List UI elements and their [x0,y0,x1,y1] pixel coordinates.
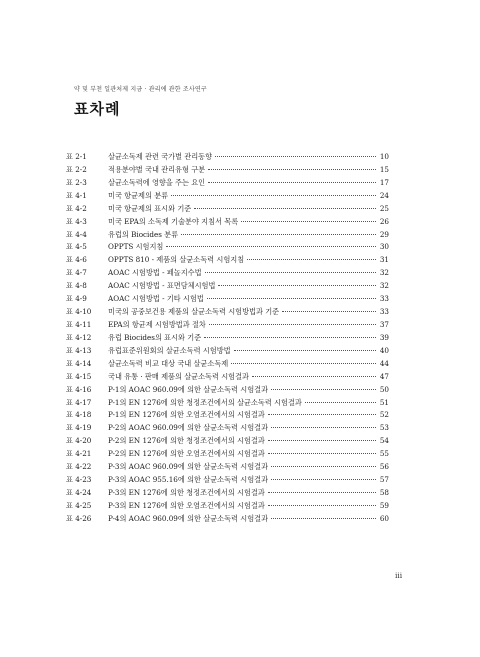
toc-entry-page: 53 [379,423,389,433]
toc-entry-title: P-2의 EN 1276에 의한 청정조건에서의 시험결과 [108,436,265,446]
dot-leader [218,285,376,286]
toc-entry-page: 32 [379,268,389,278]
toc-entry-page: 40 [379,345,389,355]
toc-entry[interactable] [66,384,389,397]
toc-entry-page: 15 [379,164,389,174]
toc-entry-title: P-3의 EN 1276에 의한 오염조건에서의 시험결과 [108,500,265,510]
dot-leader [234,350,376,351]
toc-entry-title: 미국 EPA의 소독제 기술분야 지침서 목록 [108,216,239,226]
dot-leader [271,427,376,428]
dot-leader [194,208,376,209]
dot-leader [208,182,376,183]
toc-entry-title: 유럽의 Biocides 분류 [108,229,179,239]
toc-entry-page: 44 [379,358,389,368]
toc-entry-title: 살균소독력 비교 대상 국내 살균소독제 [108,358,229,368]
toc-entry-number: 표 4-20 [66,436,92,446]
dot-leader [208,169,376,170]
toc-entry[interactable] [66,397,389,410]
toc-entry-number: 표 4-23 [66,475,92,485]
toc-entry[interactable] [66,487,389,500]
toc-entry[interactable] [66,190,389,203]
toc-entry-number: 표 4-26 [66,513,92,523]
toc-entry[interactable] [66,345,389,358]
toc-entry-title: P-3의 AOAC 960.09에 의한 살균소독력 시험결과 [108,462,269,472]
toc-entry-page: 55 [379,449,389,459]
toc-entry-page: 57 [379,475,389,485]
toc-entry-title: AOAC 시험방법 - 페놀지수법 [108,268,202,278]
toc-entry-title: P-1의 EN 1276에 의한 청정조건에서의 살균소독력 시험결과 [108,397,302,407]
dot-leader [271,389,376,390]
toc-entry-title: 살균소독제 관련 국가별 관리동향 [108,152,213,161]
page-title: 표차례 [74,100,121,118]
toc-entry-number: 표 4-1 [66,190,87,200]
running-head: 약 및 부천 일관처제 지금 · 관리에 관한 조사연구 [74,86,207,93]
toc-entry-title: P-2의 AOAC 960.09에 의한 살균소독력 시험결과 [108,423,269,433]
toc-entry-number: 표 4-9 [66,294,87,304]
dot-leader [268,453,376,454]
dot-leader [268,505,376,506]
dot-leader [305,402,376,403]
toc-entry-page: 60 [379,513,389,523]
toc-entry[interactable] [66,177,389,190]
toc-entry-number: 표 4-8 [66,281,87,291]
toc-entry-number: 표 4-7 [66,268,87,278]
toc-entry-page: 26 [379,216,389,226]
toc-entry[interactable] [66,448,389,461]
toc-entry[interactable] [66,241,389,254]
dot-leader [247,259,376,260]
toc-entry-title: 미국 항균제의 표시와 기준 [108,203,192,213]
toc-entry-page: 59 [379,500,389,510]
toc-entry-number: 표 4-13 [66,345,92,355]
dot-leader [209,324,376,325]
toc-entry-number: 표 4-3 [66,216,87,226]
toc-entry[interactable] [66,280,389,293]
toc-entry-number: 표 4-22 [66,462,92,472]
dot-leader [271,479,376,480]
toc-entry-title: 살균소독력에 영향을 주는 요인 [108,177,206,187]
toc-entry[interactable] [66,267,389,280]
toc-entry-title: AOAC 시험방법 - 기타 시험법 [108,294,204,304]
toc-entry[interactable] [66,371,389,384]
toc-entry-number: 표 4-4 [66,229,87,239]
toc-entry-page: 33 [379,294,389,304]
dot-leader [231,363,376,364]
toc-entry-page: 25 [379,203,389,213]
toc-entry-title: P-3의 EN 1276에 의한 청정조건에서의 시험결과 [108,487,265,497]
toc-entry-page: 56 [379,462,389,472]
toc-entry-page: 10 [379,152,389,161]
dot-leader [205,272,376,273]
toc-entry-number: 표 4-17 [66,397,92,407]
toc-entry-title: 적용분야별 국내 관리유형 구분 [108,164,206,174]
toc-entry-number: 표 4-19 [66,423,92,433]
toc-entry-number: 표 2-2 [66,164,87,174]
toc-entry[interactable] [66,358,389,371]
toc-entry[interactable] [66,513,389,526]
toc-entry-number: 표 4-11 [66,319,92,329]
toc-entry[interactable] [66,229,389,242]
toc-entry-number: 표 2-1 [66,152,87,161]
toc-entry-number: 표 4-6 [66,255,87,265]
toc-entry[interactable] [66,216,389,229]
toc-entry-number: 표 4-15 [66,371,92,381]
toc-entry-number: 표 4-2 [66,203,87,213]
toc-entry[interactable] [66,409,389,422]
dot-leader [268,414,376,415]
toc-entry[interactable] [66,203,389,216]
toc-entry[interactable] [66,474,389,487]
toc-entry-page: 47 [379,371,389,381]
dot-leader [252,376,376,377]
dot-leader [204,337,376,338]
dot-leader [207,298,376,299]
dot-leader [268,440,376,441]
toc-entry[interactable] [66,254,389,267]
toc-entry[interactable] [66,500,389,513]
dot-leader [241,221,376,222]
toc-entry-title: 미국 항균제의 분류 [108,190,169,200]
toc-entry-number: 표 4-5 [66,242,87,252]
toc-entry[interactable] [66,319,389,332]
toc-entry-number: 표 4-14 [66,358,92,368]
dot-leader [271,466,376,467]
toc-entry-page: 58 [379,487,389,497]
toc-entry-page: 24 [379,190,389,200]
toc-entry-page: 37 [379,319,389,329]
toc-entry-page: 39 [379,332,389,342]
toc-entry-page: 17 [379,177,389,187]
toc-entry-page: 50 [379,384,389,394]
toc-entry-number: 표 4-10 [66,307,92,317]
toc-entry[interactable] [66,306,389,319]
toc-entry[interactable] [66,461,389,474]
toc-entry-title: 유럽 Biocides의 표시와 기준 [108,332,202,342]
toc-entry-page: 31 [379,255,389,265]
dot-leader [181,234,376,235]
table-of-tables [66,151,389,526]
toc-entry-page: 52 [379,410,389,420]
dot-leader [215,156,376,157]
toc-entry-title: 유럽표준위원회의 살균소독력 시험방법 [108,345,231,355]
toc-entry-title: P-1의 EN 1276에 의한 오염조건에서의 시험결과 [108,410,265,420]
toc-entry-page: 32 [379,281,389,291]
toc-entry-page: 29 [379,229,389,239]
toc-entry-title: 미국의 공중보건용 제품의 살균소독력 시험방법과 기준 [108,307,280,317]
toc-entry-number: 표 4-16 [66,384,92,394]
dot-leader [171,195,376,196]
toc-entry-number: 표 4-12 [66,332,92,342]
toc-entry-page: 33 [379,307,389,317]
page-number: iii [395,571,403,580]
toc-entry-page: 54 [379,436,389,446]
toc-entry-title: P-3의 AOAC 955.16에 의한 살균소독력 시험결과 [108,475,269,485]
toc-entry-title: AOAC 시험방법 - 표면담체시험법 [108,281,216,291]
toc-entry-title: P-2의 EN 1276에 의한 오염조건에서의 시험결과 [108,449,265,459]
toc-entry-title: 국내 유통 · 판매 제품의 살균소독력 시험결과 [108,371,249,381]
toc-entry-page: 51 [379,397,389,407]
toc-entry-number: 표 4-21 [66,449,92,459]
toc-entry-title: P-4의 AOAC 960.09에 의한 살균소독력 시험결과 [108,513,269,523]
toc-entry-title: OPPTS 시험지침 [108,242,164,252]
toc-entry[interactable] [66,293,389,306]
dot-leader [282,311,376,312]
dot-leader [166,246,376,247]
toc-entry-title: OPPTS 810 - 제품의 살균소독력 시험지침 [108,255,245,265]
toc-entry[interactable] [66,164,389,177]
toc-entry[interactable] [66,422,389,435]
toc-entry[interactable] [66,332,389,345]
toc-entry-number: 표 4-25 [66,500,92,510]
toc-entry[interactable] [66,151,389,164]
toc-entry-title: P-1의 AOAC 960.09에 의한 살균소독력 시험결과 [108,384,269,394]
toc-entry-number: 표 4-24 [66,487,92,497]
toc-entry-number: 표 2-3 [66,177,87,187]
dot-leader [268,492,376,493]
toc-entry-title: EPA의 항균제 시험방법과 절차 [108,319,206,329]
toc-entry-page: 30 [379,242,389,252]
toc-entry[interactable] [66,435,389,448]
dot-leader [271,518,376,519]
toc-entry-number: 표 4-18 [66,410,92,420]
